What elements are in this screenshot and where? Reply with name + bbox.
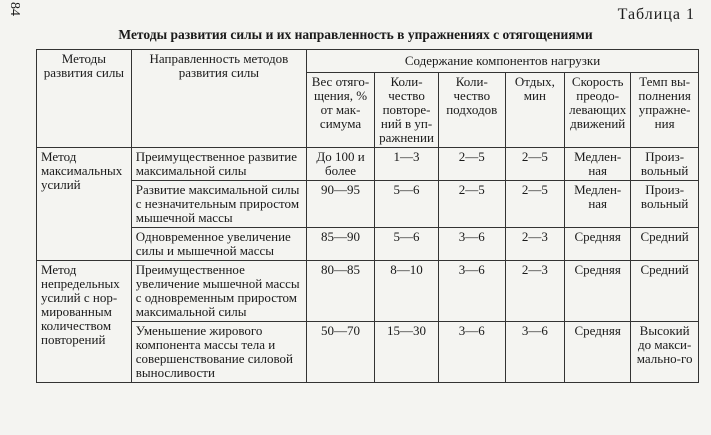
rest-cell: 2—3	[505, 261, 564, 322]
reps-cell: 5—6	[375, 181, 439, 228]
header-direction: Направленность методов развития силы	[131, 50, 306, 148]
sets-cell: 3—6	[438, 322, 505, 383]
page-number: 84	[7, 2, 22, 16]
method-cell: Метод максимальных усилий	[37, 148, 132, 261]
sets-cell: 3—6	[438, 261, 505, 322]
tempo-cell: Высокий до макси-мально-го	[631, 322, 699, 383]
speed-cell: Медлен-ная	[565, 181, 631, 228]
speed-cell: Медлен-ная	[565, 148, 631, 181]
header-rest: Отдых, мин	[505, 73, 564, 148]
rest-cell: 3—6	[505, 322, 564, 383]
tempo-cell: Средний	[631, 228, 699, 261]
reps-cell: 1—3	[375, 148, 439, 181]
sets-cell: 2—5	[438, 181, 505, 228]
reps-cell: 8—10	[375, 261, 439, 322]
direction-cell: Развитие максимальной силы с незначительным приростом мышечной массы	[131, 181, 306, 228]
reps-cell: 5—6	[375, 228, 439, 261]
header-load-components: Содержание компонентов нагрузки	[306, 50, 698, 73]
table-row	[37, 181, 699, 228]
table-caption: Методы развития силы и их направленность в упражнениях с отягощениями	[118, 27, 593, 42]
rest-cell: 2—3	[505, 228, 564, 261]
table-row	[37, 261, 699, 322]
table-label: Таблица 1	[617, 6, 695, 23]
weight-cell: 90—95	[306, 181, 374, 228]
header-speed: Скорость преодо-левающих движений	[565, 73, 631, 148]
tempo-cell: Произ-вольный	[631, 148, 699, 181]
tempo-cell: Произ-вольный	[631, 181, 699, 228]
loads-table	[36, 49, 699, 383]
direction-cell: Одновременное увеличение силы и мышечной массы	[131, 228, 306, 261]
sets-cell: 3—6	[438, 228, 505, 261]
table-row	[37, 148, 699, 181]
header-methods: Методы развития силы	[37, 50, 132, 148]
tempo-cell: Средний	[631, 261, 699, 322]
speed-cell: Средняя	[565, 322, 631, 383]
speed-cell: Средняя	[565, 261, 631, 322]
header-sets: Коли-чество подходов	[438, 73, 505, 148]
rest-cell: 2—5	[505, 181, 564, 228]
reps-cell: 15—30	[375, 322, 439, 383]
header-reps: Коли-чество повторе-ний в уп-ражнении	[375, 73, 439, 148]
weight-cell: 50—70	[306, 322, 374, 383]
weight-cell: 85—90	[306, 228, 374, 261]
speed-cell: Средняя	[565, 228, 631, 261]
weight-cell: 80—85	[306, 261, 374, 322]
method-cell: Метод непредельных усилий с нор-мированным количеством повторений	[37, 261, 132, 383]
header-weight: Вес отяго-щения, % от мак-симума	[306, 73, 374, 148]
rest-cell: 2—5	[505, 148, 564, 181]
direction-cell: Уменьшение жирового компонента массы тела и совершенствование силовой выносливости	[131, 322, 306, 383]
direction-cell: Преимущественное увеличение мышечной массы с одновременным приростом максимальной силы	[131, 261, 306, 322]
header-tempo: Темп вы-полнения упражне-ния	[631, 73, 699, 148]
table-row	[37, 228, 699, 261]
direction-cell: Преимущественное развитие максимальной силы	[131, 148, 306, 181]
table-row	[37, 322, 699, 383]
sets-cell: 2—5	[438, 148, 505, 181]
weight-cell: До 100 и более	[306, 148, 374, 181]
